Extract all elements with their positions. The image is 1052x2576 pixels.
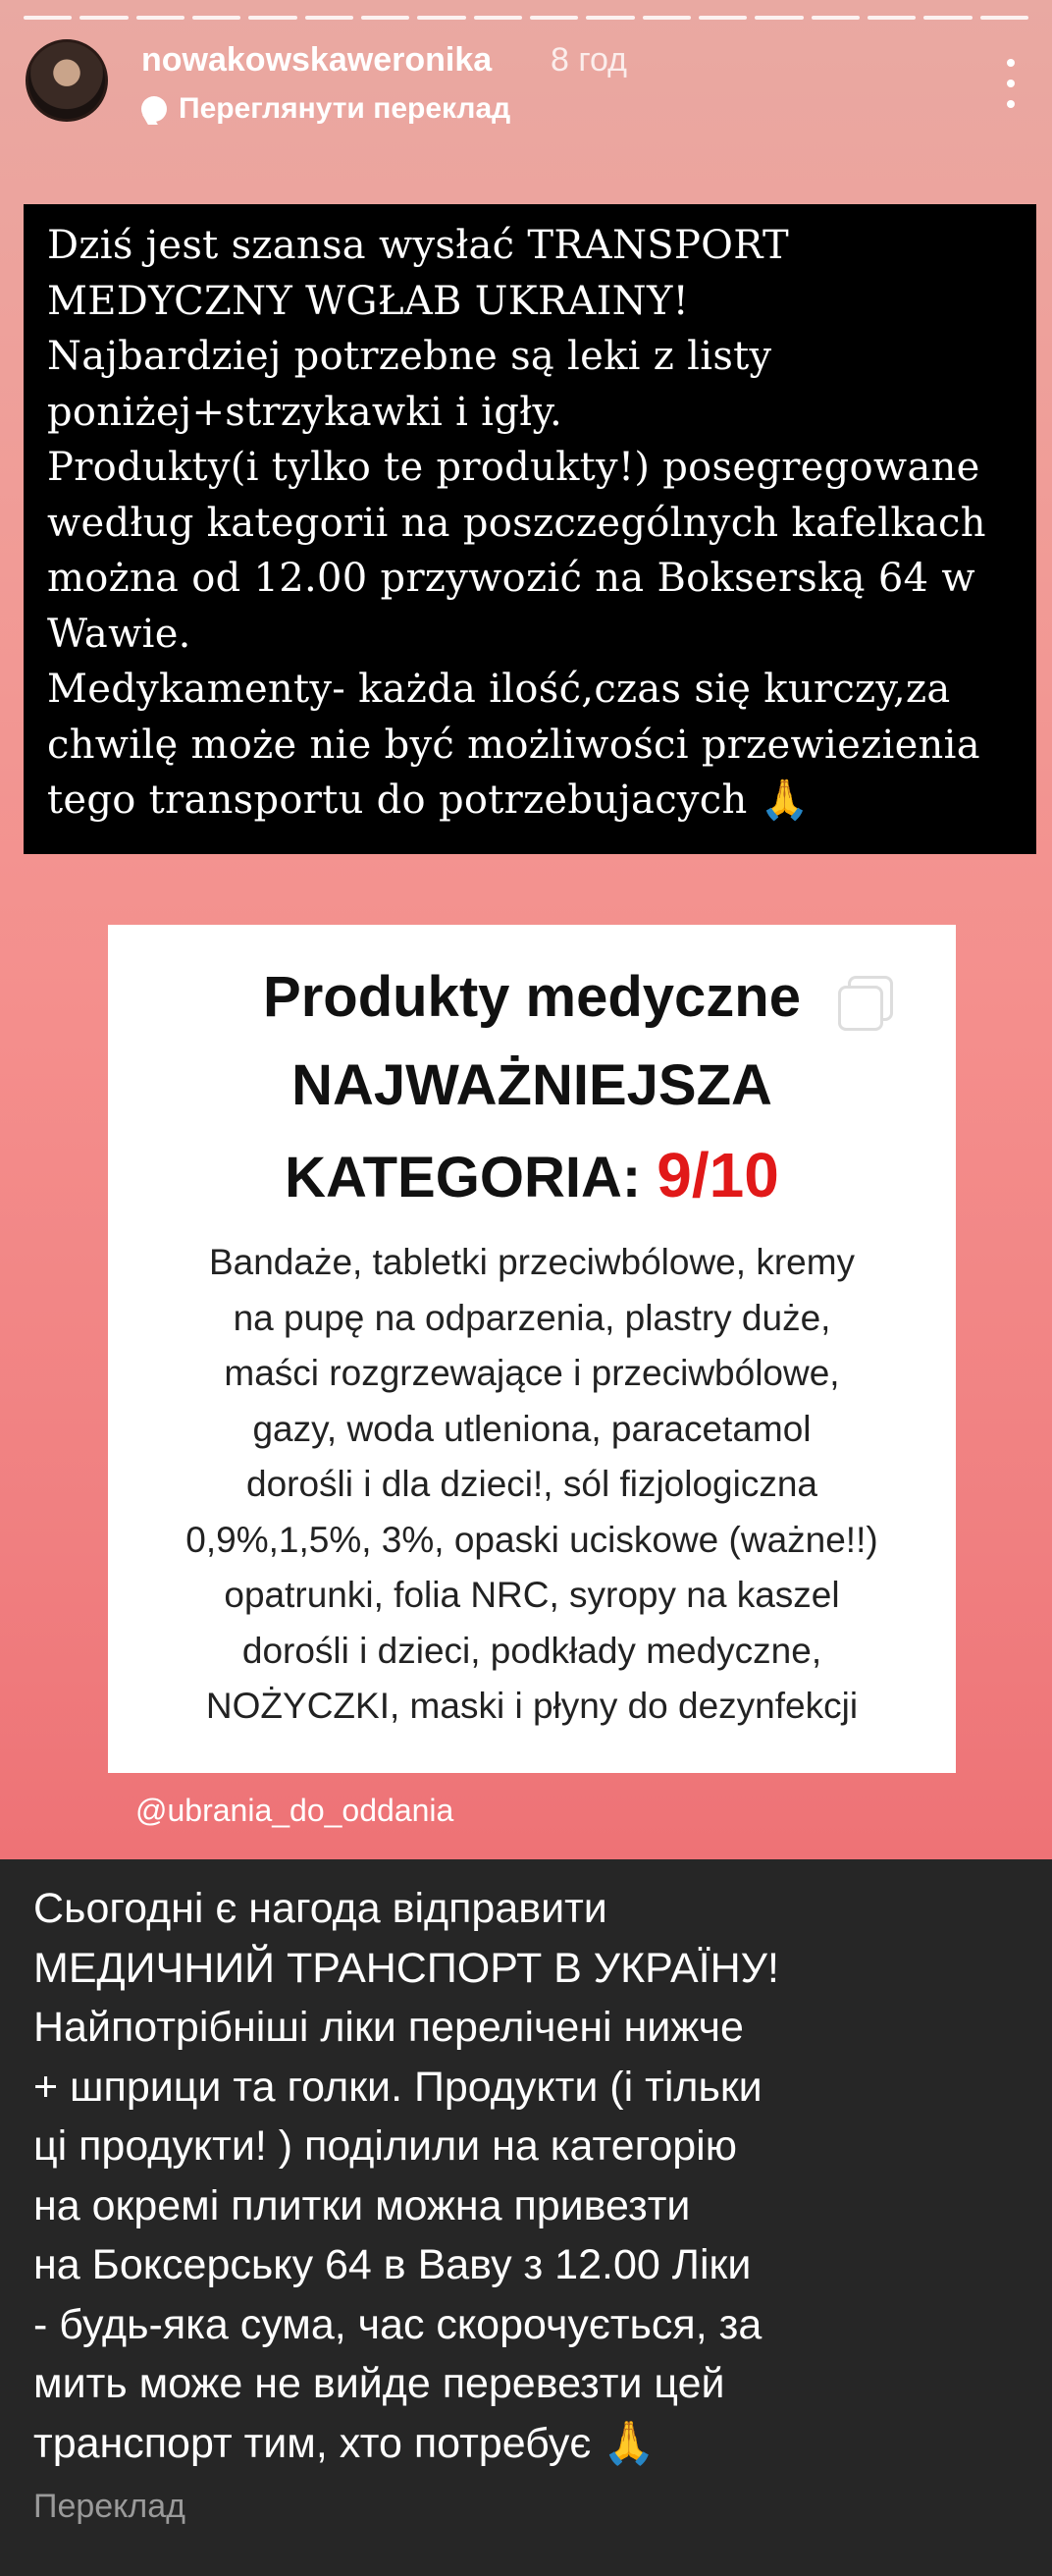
progress-segment [192, 16, 240, 20]
progress-segment [530, 16, 578, 20]
translation-panel [0, 1859, 1052, 2576]
shared-post-card[interactable] [108, 925, 956, 1773]
view-translation-button[interactable] [141, 92, 510, 126]
story-header [26, 39, 1026, 134]
progress-segment [305, 16, 353, 20]
post-time: 8 год [551, 41, 628, 79]
translation-text: Сьогодні є нагода відправити МЕДИЧНИЙ ТРАНСПОРТ В УКРАЇНУ! Найпотрібніші ліки перелічені нижче + шприци та голки. Продукти (і тільки ці продукти! ) поділили на категорію на окремі плитки можна привезти на Боксерську 64 в Ваву з 12.00 Ліки - будь-яка сума, час скорочується, за мить може не вийде перевезти цей транспорт тим, хто потребує 🙏 [33, 1885, 779, 2467]
card-score: 9/10 [657, 1140, 779, 1210]
mention-credit[interactable]: @ubrania_do_oddania [135, 1793, 454, 1828]
card-title-line2: NAJWAŻNIEJSZA [291, 1053, 772, 1117]
avatar[interactable] [26, 39, 108, 122]
view-translation-label: Переглянути переклад [179, 92, 511, 125]
card-title-line3 [108, 1139, 956, 1211]
speech-bubble-icon [141, 96, 167, 122]
story-progress-bar [24, 16, 1028, 20]
progress-segment [136, 16, 184, 20]
story-text: Dziś jest szansa wysłać TRANSPORT MEDYCZNY WGŁAB UKRAINY! Najbardziej potrzebne są leki z listy poniżej+strzykawki i igły. Produkty(i tylko te produkty!) posegregowane według kategorii na poszczególnych kafelkach można od 12.00 przywozić na Bokserską 64 w Wawie. Medykamenty- każda ilość,czas się kurczy,za chwilę może nie być możliwości przewiezienia tego transportu do potrzebujacych 🙏 [47, 223, 986, 823]
progress-segment [868, 16, 916, 20]
multiple-posts-icon [834, 974, 891, 1031]
progress-segment [643, 16, 691, 20]
more-options-icon[interactable] [1007, 59, 1017, 108]
card-title-line1: Produkty medyczne [263, 965, 801, 1029]
card-body: Bandaże, tabletki przeciwbólowe, kremy na pupę na odparzenia, plastry duże, maści rozgrzewające i przeciwbólowe, gazy, woda utleniona, paracetamol dorośli i dla dzieci!, sól fizjologiczna 0,9%,1,5%, 3%, opaski uciskowe (ważne!!) opatrunki, folia NRC, syropy na kaszel dorośli i dzieci, podkłady medyczne, NOŻYCZKI, maski i płyny do dezynfekcji [185, 1242, 878, 1726]
progress-segment [923, 16, 972, 20]
progress-segment [248, 16, 296, 20]
progress-segment [361, 16, 409, 20]
progress-segment [980, 16, 1028, 20]
progress-segment [24, 16, 72, 20]
progress-segment [812, 16, 860, 20]
progress-segment [755, 16, 803, 20]
story-text-box [24, 204, 1036, 854]
progress-segment [586, 16, 634, 20]
card-category-label: KATEGORIA: [285, 1146, 642, 1209]
progress-segment [417, 16, 465, 20]
progress-segment [79, 16, 128, 20]
progress-segment [699, 16, 747, 20]
progress-segment [474, 16, 522, 20]
username[interactable]: nowakowskaweronika [141, 41, 493, 79]
translation-footer: Переклад [33, 2488, 186, 2525]
